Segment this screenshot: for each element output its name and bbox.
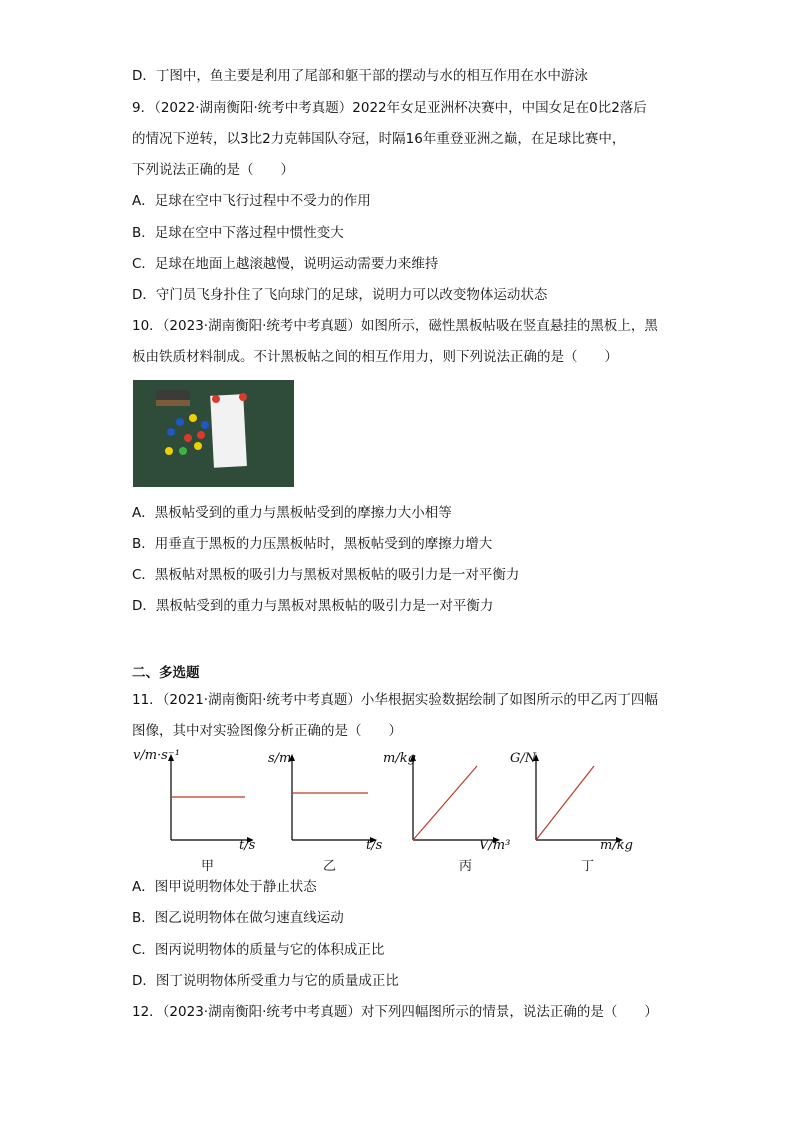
blackboard-illustration <box>133 380 294 487</box>
q11-option-b: B．图乙说明物体在做匀速直线运动 <box>132 910 344 926</box>
question-10-line1: 10．（2023·湖南衡阳·统考中考真题）如图所示，磁性黑板帖吸在竖直悬挂的黑板上，黑 <box>132 318 658 334</box>
option-b: B．足球在空中下落过程中惯性变大 <box>132 225 344 241</box>
q11-option-a: A．图甲说明物体处于静止状态 <box>132 879 317 895</box>
graph-yi-xlabel: t/s <box>366 838 383 853</box>
graph-ding-ylabel: G/N <box>510 751 537 766</box>
graph-bing-ylabel: m/kg <box>383 751 416 766</box>
question-9-line2: 的情况下逆转，以3比2力克韩国队夺冠，时隔16年重登亚洲之巅，在足球比赛中， <box>132 131 626 147</box>
option-d: D．守门员飞身扑住了飞向球门的足球，说明力可以改变物体运动状态 <box>132 287 548 303</box>
graph-bing <box>383 748 511 860</box>
graph-jia <box>133 748 256 860</box>
q11-option-c: C．图丙说明物体的质量与它的体积成正比 <box>132 942 385 958</box>
section-heading: 二、多选题 <box>132 665 200 681</box>
q10-option-d: D．黑板帖受到的重力与黑板对黑板帖的吸引力是一对平衡力 <box>132 598 494 614</box>
blackboard-photo <box>133 380 294 487</box>
graph-bing-xlabel: V/m³ <box>479 838 511 853</box>
graph-yi-caption: 乙 <box>323 859 337 874</box>
question-11-line2: 图像，其中对实验图像分析正确的是（ ） <box>132 723 402 739</box>
q11-option-d: D．图丁说明物体所受重力与它的质量成正比 <box>132 973 399 989</box>
option-c: C．足球在地面上越滚越慢，说明运动需要力来维持 <box>132 256 439 272</box>
graph-yi <box>262 748 382 860</box>
question-9-line3: 下列说法正确的是（ ） <box>132 162 294 178</box>
graph-yi-ylabel: s/m <box>268 751 292 766</box>
graph-ding <box>506 748 633 860</box>
line-option-d-q8: D．丁图中，鱼主要是利用了尾部和躯干部的摆动与水的相互作用在水中游泳 <box>132 68 588 84</box>
question-11-line1: 11．（2021·湖南衡阳·统考中考真题）小华根据实验数据绘制了如图所示的甲乙丙丁四幅 <box>132 692 658 708</box>
q10-option-c: C．黑板帖对黑板的吸引力与黑板对黑板帖的吸引力是一对平衡力 <box>132 567 520 583</box>
graph-jia-ylabel: v/m·s⁻¹ <box>133 748 180 763</box>
question-10-line2: 板由铁质材料制成。不计黑板帖之间的相互作用力，则下列说法正确的是（ ） <box>132 349 618 365</box>
graph-ding-xlabel: m/kg <box>600 838 633 853</box>
q10-option-a: A．黑板帖受到的重力与黑板帖受到的摩擦力大小相等 <box>132 505 452 521</box>
graph-jia-xlabel: t/s <box>239 838 256 853</box>
question-12-line1: 12．（2023·湖南衡阳·统考中考真题）对下列四幅图所示的情景，说法正确的是（ ） <box>132 1004 658 1020</box>
option-a: A．足球在空中飞行过程中不受力的作用 <box>132 193 371 209</box>
graph-bing-caption: 丙 <box>459 859 473 874</box>
q10-option-b: B．用垂直于黑板的力压黑板帖时，黑板帖受到的摩擦力增大 <box>132 536 493 552</box>
graph-ding-caption: 丁 <box>581 859 595 874</box>
question-9-line1: 9．（2022·湖南衡阳·统考中考真题）2022年女足亚洲杯决赛中，中国女足在0比2落后 <box>132 100 647 116</box>
graph-jia-caption: 甲 <box>201 859 215 874</box>
